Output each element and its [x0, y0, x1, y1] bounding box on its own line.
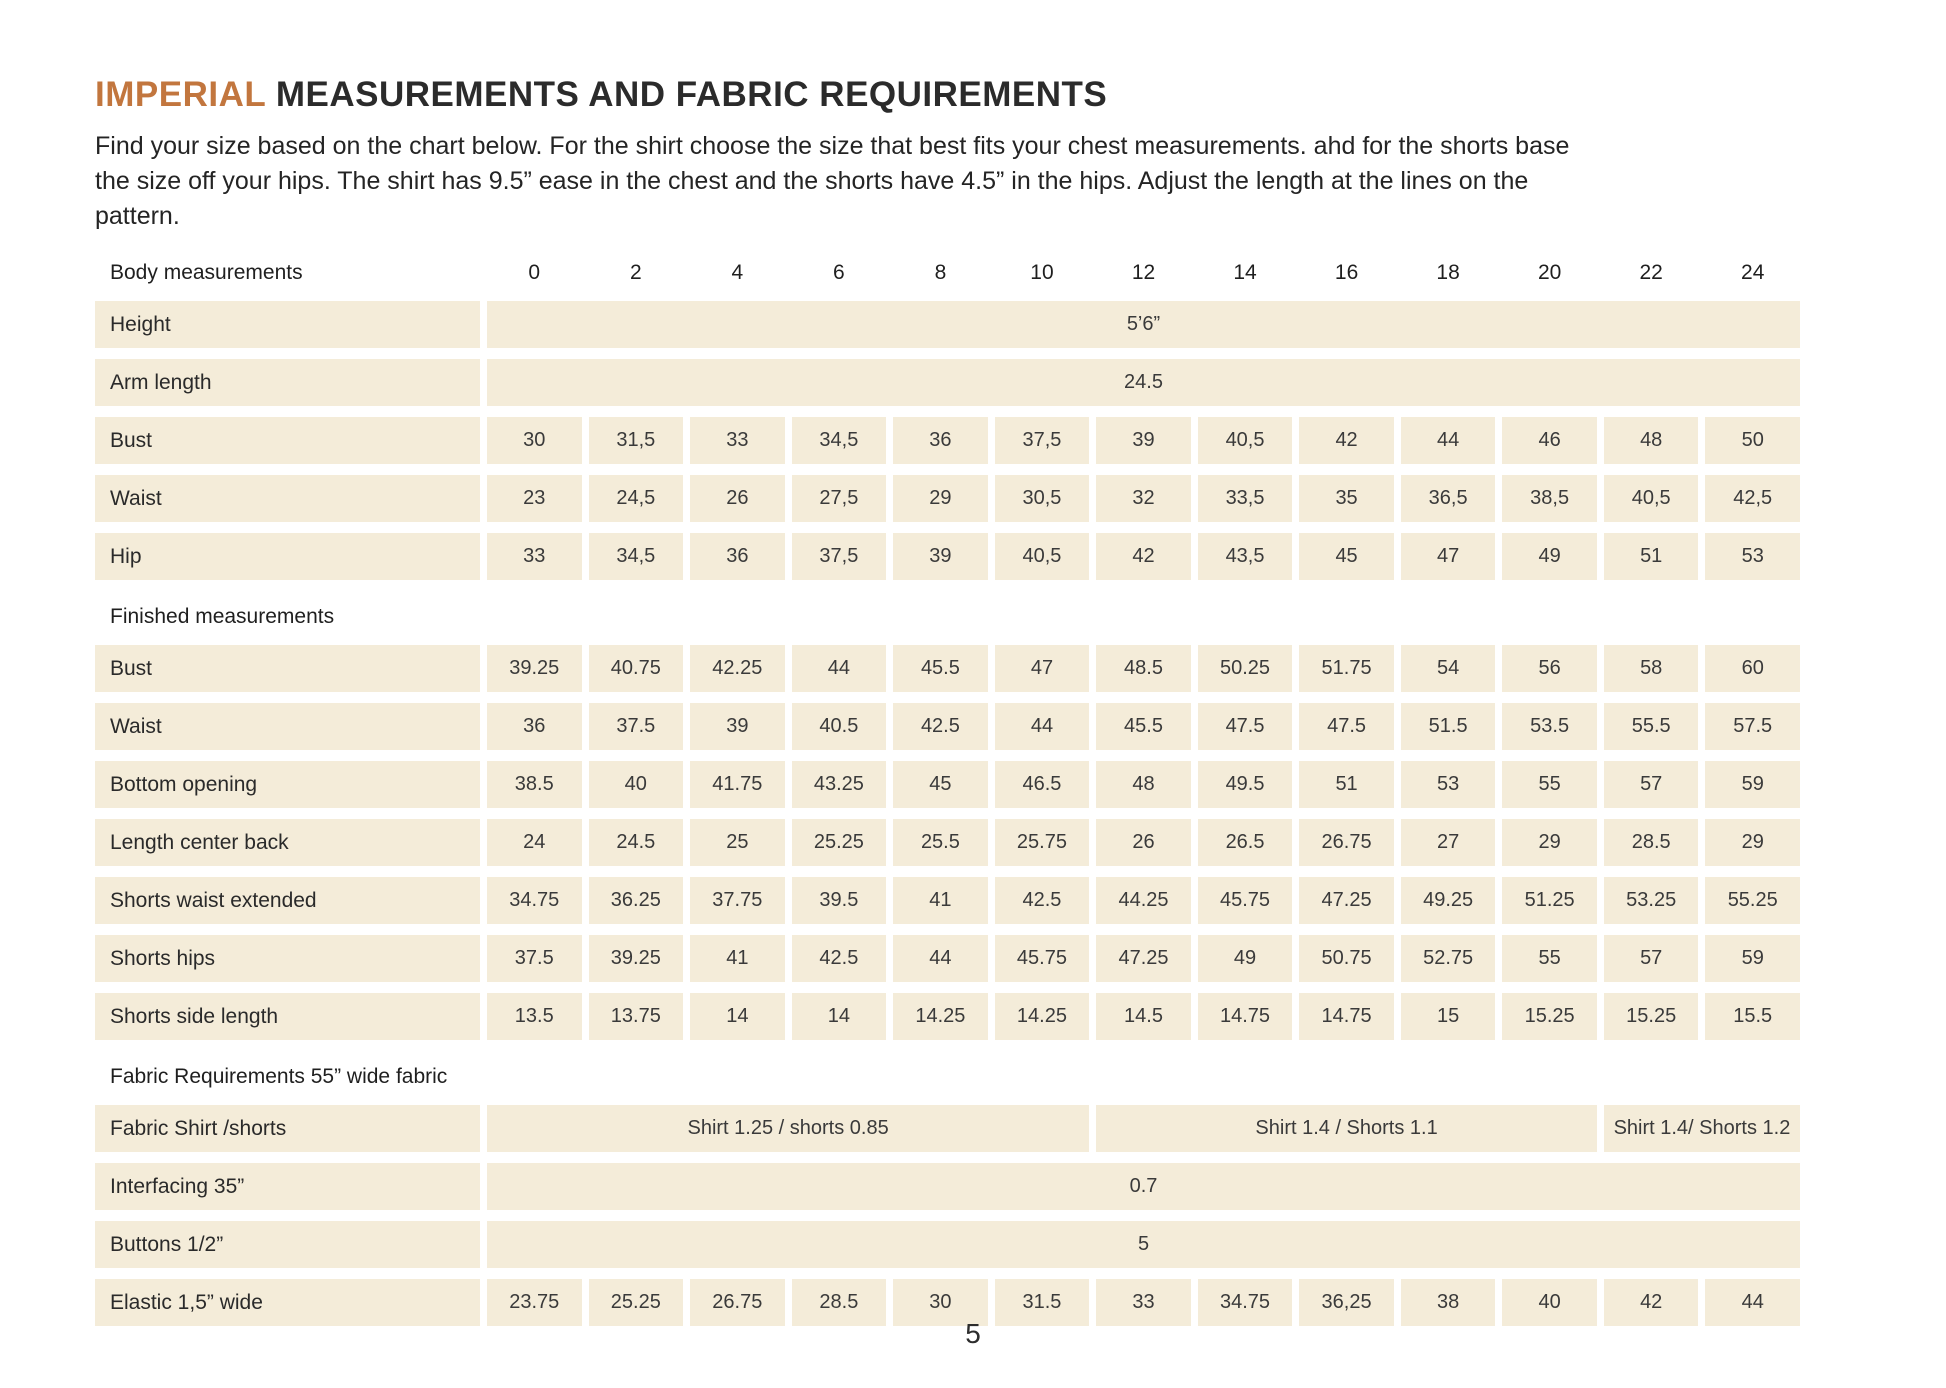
- cell-value: 25.25: [589, 1279, 684, 1326]
- cell-value: 48.5: [1096, 645, 1191, 692]
- cell-value: 24: [487, 819, 582, 866]
- cell-value: 14.25: [893, 993, 988, 1040]
- cell-value: 27,5: [792, 475, 887, 522]
- cell-value: 26.75: [690, 1279, 785, 1326]
- cell-value: 31,5: [589, 417, 684, 464]
- section-title: Finished measurements: [110, 605, 335, 628]
- table-row: [95, 935, 1800, 982]
- table-row: [95, 533, 1800, 580]
- intro-line-2: the size off your hips. The shirt has 9.5” ease in the chest and the shorts have 4.5” in the hips. Adjust the length at the lines on the: [95, 167, 1529, 195]
- cell-value: 15.25: [1502, 993, 1597, 1040]
- cell-value: 48: [1096, 761, 1191, 808]
- cell-value: 28.5: [1604, 819, 1699, 866]
- cell-value: 40: [589, 761, 684, 808]
- row-label: Buttons 1/2”: [95, 1221, 480, 1268]
- intro-line-3: pattern.: [95, 202, 180, 230]
- row-label: Hip: [95, 533, 480, 580]
- cell-value: 47.5: [1198, 703, 1293, 750]
- cell-value: 44: [893, 935, 988, 982]
- cell-value: 25.75: [995, 819, 1090, 866]
- cell-value: 47: [995, 645, 1090, 692]
- cell-value: 44: [1705, 1279, 1800, 1326]
- row-label: Waist: [95, 703, 480, 750]
- cell-value: 36: [690, 533, 785, 580]
- cell-value: 42.25: [690, 645, 785, 692]
- cell-value: 45: [1299, 533, 1394, 580]
- cell-value: 53.25: [1604, 877, 1699, 924]
- span-value: 0.7: [487, 1163, 1800, 1210]
- cell-value: 37,5: [792, 533, 887, 580]
- cell-value: 36.25: [589, 877, 684, 924]
- cell-value: 41.75: [690, 761, 785, 808]
- cell-value: 43,5: [1198, 533, 1293, 580]
- cell-value: 33,5: [1198, 475, 1293, 522]
- cell-value: 14.75: [1299, 993, 1394, 1040]
- cell-value: 26.75: [1299, 819, 1394, 866]
- cell-value: 29: [1705, 819, 1800, 866]
- cell-value: 23.75: [487, 1279, 582, 1326]
- table-header-row: [95, 254, 1800, 292]
- cell-value: 15.5: [1705, 993, 1800, 1040]
- cell-value: 42,5: [1705, 475, 1800, 522]
- cell-value: 57: [1604, 935, 1699, 982]
- cell-value: 35: [1299, 475, 1394, 522]
- cell-value: 45.5: [893, 645, 988, 692]
- cell-value: 45.5: [1096, 703, 1191, 750]
- cell-value: 60: [1705, 645, 1800, 692]
- cell-value: 37.5: [589, 703, 684, 750]
- row-label: Arm length: [95, 359, 480, 406]
- size-column-header: 10: [1030, 261, 1054, 284]
- cell-value: 34.75: [1198, 1279, 1293, 1326]
- cell-value: 44: [995, 703, 1090, 750]
- cell-value: 34.75: [487, 877, 582, 924]
- size-column-header: 2: [629, 261, 642, 284]
- cell-value: 42: [1096, 533, 1191, 580]
- table-row: [95, 1105, 1800, 1152]
- section-title: Fabric Requirements 55” wide fabric: [110, 1065, 448, 1088]
- table-row: [95, 475, 1800, 522]
- size-column-header: 22: [1639, 261, 1663, 284]
- cell-value: 36: [893, 417, 988, 464]
- cell-value: 46.5: [995, 761, 1090, 808]
- cell-value: 42: [1604, 1279, 1699, 1326]
- size-column-header: 20: [1537, 261, 1562, 284]
- cell-value: 25.5: [893, 819, 988, 866]
- cell-value: 24,5: [589, 475, 684, 522]
- cell-value: 15: [1401, 993, 1496, 1040]
- cell-value: 34,5: [589, 533, 684, 580]
- cell-value: 14.75: [1198, 993, 1293, 1040]
- cell-value: 42: [1299, 417, 1394, 464]
- row-label: Bust: [95, 417, 480, 464]
- cell-value: 49: [1502, 533, 1597, 580]
- cell-value: 38.5: [487, 761, 582, 808]
- table-row: [95, 1221, 1800, 1268]
- cell-value: 15.25: [1604, 993, 1699, 1040]
- span-value: Shirt 1.4/ Shorts 1.2: [1604, 1105, 1800, 1152]
- title-highlight: IMPERIAL: [95, 75, 266, 114]
- cell-value: 57.5: [1705, 703, 1800, 750]
- cell-value: 40,5: [995, 533, 1090, 580]
- cell-value: 55: [1502, 935, 1597, 982]
- span-value: 24.5: [487, 359, 1800, 406]
- cell-value: 40: [1502, 1279, 1597, 1326]
- span-value: 5’6”: [487, 301, 1800, 348]
- cell-value: 49: [1198, 935, 1293, 982]
- table-row: [95, 1163, 1800, 1210]
- cell-value: 30: [893, 1279, 988, 1326]
- cell-value: 51.5: [1401, 703, 1496, 750]
- size-column-header: 8: [934, 261, 947, 284]
- page-title: [95, 75, 1946, 115]
- cell-value: 29: [1502, 819, 1597, 866]
- cell-value: 40.5: [792, 703, 887, 750]
- cell-value: 34,5: [792, 417, 887, 464]
- cell-value: 50.25: [1198, 645, 1293, 692]
- cell-value: 43.25: [792, 761, 887, 808]
- title-rest: MEASUREMENTS AND FABRIC REQUIREMENTS: [265, 75, 1108, 114]
- intro-paragraph: [95, 129, 1946, 234]
- cell-value: 40,5: [1604, 475, 1699, 522]
- size-column-header: 12: [1131, 261, 1156, 284]
- cell-value: 55.25: [1705, 877, 1800, 924]
- measurements-table: [95, 254, 1800, 1326]
- cell-value: 27: [1401, 819, 1496, 866]
- size-column-header: 18: [1436, 261, 1460, 284]
- span-value: 5: [487, 1221, 1800, 1268]
- cell-value: 40,5: [1198, 417, 1293, 464]
- cell-value: 39: [893, 533, 988, 580]
- row-label: Bust: [95, 645, 480, 692]
- cell-value: 45.75: [995, 935, 1090, 982]
- cell-value: 39.5: [792, 877, 887, 924]
- cell-value: 44: [792, 645, 887, 692]
- cell-value: 52.75: [1401, 935, 1496, 982]
- row-label: Waist: [95, 475, 480, 522]
- cell-value: 53: [1705, 533, 1800, 580]
- cell-value: 38: [1401, 1279, 1496, 1326]
- cell-value: 39.25: [487, 645, 582, 692]
- size-column-header: 0: [528, 261, 541, 284]
- cell-value: 25: [690, 819, 785, 866]
- cell-value: 36,5: [1401, 475, 1496, 522]
- cell-value: 53.5: [1502, 703, 1597, 750]
- row-label: Elastic 1,5” wide: [95, 1279, 480, 1326]
- row-label: Interfacing 35”: [95, 1163, 480, 1210]
- table-row: [95, 993, 1800, 1040]
- cell-value: 14.25: [995, 993, 1090, 1040]
- size-column-header: 14: [1233, 261, 1257, 284]
- row-label: Fabric Shirt /shorts: [95, 1105, 480, 1152]
- row-label: Shorts hips: [95, 935, 480, 982]
- cell-value: 51.25: [1502, 877, 1597, 924]
- size-column-header: 6: [833, 261, 845, 284]
- cell-value: 51: [1604, 533, 1699, 580]
- table-row: [95, 761, 1800, 808]
- cell-value: 29: [893, 475, 988, 522]
- cell-value: 26.5: [1198, 819, 1293, 866]
- size-column-header: 16: [1334, 261, 1359, 284]
- row-label: Shorts side length: [95, 993, 480, 1040]
- cell-value: 45.75: [1198, 877, 1293, 924]
- cell-value: 14: [792, 993, 887, 1040]
- page-number: 5: [965, 1318, 981, 1349]
- cell-value: 47.5: [1299, 703, 1394, 750]
- cell-value: 33: [1096, 1279, 1191, 1326]
- cell-value: 58: [1604, 645, 1699, 692]
- cell-value: 13.5: [487, 993, 582, 1040]
- intro-line-1: Find your size based on the chart below. For the shirt choose the size that best fits your chest measurements. ahd for the shorts base: [95, 132, 1570, 160]
- cell-value: 49.25: [1401, 877, 1496, 924]
- cell-value: 39.25: [589, 935, 684, 982]
- cell-value: 13.75: [589, 993, 684, 1040]
- table-header-label: Body measurements: [110, 261, 303, 284]
- span-value: Shirt 1.25 / shorts 0.85: [487, 1105, 1089, 1152]
- cell-value: 31.5: [995, 1279, 1090, 1326]
- cell-value: 39: [690, 703, 785, 750]
- cell-value: 47.25: [1096, 935, 1191, 982]
- cell-value: 28.5: [792, 1279, 887, 1326]
- cell-value: 37.75: [690, 877, 785, 924]
- cell-value: 32: [1096, 475, 1191, 522]
- cell-value: 37.5: [487, 935, 582, 982]
- row-label: Height: [95, 301, 480, 348]
- cell-value: 33: [690, 417, 785, 464]
- cell-value: 14: [690, 993, 785, 1040]
- cell-value: 42.5: [792, 935, 887, 982]
- cell-value: 41: [690, 935, 785, 982]
- cell-value: 39: [1096, 417, 1191, 464]
- cell-value: 46: [1502, 417, 1597, 464]
- cell-value: 49.5: [1198, 761, 1293, 808]
- table-row: [95, 877, 1800, 924]
- cell-value: 44: [1401, 417, 1496, 464]
- cell-value: 25.25: [792, 819, 887, 866]
- table-row: [95, 645, 1800, 692]
- cell-value: 26: [1096, 819, 1191, 866]
- row-label: Shorts waist extended: [95, 877, 480, 924]
- cell-value: 40.75: [589, 645, 684, 692]
- cell-value: 36,25: [1299, 1279, 1394, 1326]
- table-row: [95, 301, 1800, 348]
- cell-value: 53: [1401, 761, 1496, 808]
- size-column-header: 4: [731, 261, 744, 284]
- cell-value: 42.5: [893, 703, 988, 750]
- cell-value: 23: [487, 475, 582, 522]
- table-row: [95, 819, 1800, 866]
- cell-value: 56: [1502, 645, 1597, 692]
- cell-value: 47: [1401, 533, 1496, 580]
- row-label: Length center back: [95, 819, 480, 866]
- table-row: [95, 417, 1800, 464]
- cell-value: 30: [487, 417, 582, 464]
- cell-value: 55.5: [1604, 703, 1699, 750]
- cell-value: 48: [1604, 417, 1699, 464]
- cell-value: 26: [690, 475, 785, 522]
- cell-value: 14.5: [1096, 993, 1191, 1040]
- cell-value: 30,5: [995, 475, 1090, 522]
- cell-value: 59: [1705, 935, 1800, 982]
- cell-value: 51: [1299, 761, 1394, 808]
- span-value: Shirt 1.4 / Shorts 1.1: [1096, 1105, 1597, 1152]
- cell-value: 54: [1401, 645, 1496, 692]
- size-column-header: 24: [1741, 261, 1765, 284]
- cell-value: 36: [487, 703, 582, 750]
- cell-value: 51.75: [1299, 645, 1394, 692]
- cell-value: 59: [1705, 761, 1800, 808]
- cell-value: 47.25: [1299, 877, 1394, 924]
- cell-value: 42.5: [995, 877, 1090, 924]
- cell-value: 38,5: [1502, 475, 1597, 522]
- row-label: Bottom opening: [95, 761, 480, 808]
- table-row: [95, 359, 1800, 406]
- cell-value: 24.5: [589, 819, 684, 866]
- cell-value: 50: [1705, 417, 1800, 464]
- cell-value: 33: [487, 533, 582, 580]
- cell-value: 57: [1604, 761, 1699, 808]
- cell-value: 41: [893, 877, 988, 924]
- cell-value: 45: [893, 761, 988, 808]
- cell-value: 55: [1502, 761, 1597, 808]
- cell-value: 50.75: [1299, 935, 1394, 982]
- table-row: [95, 703, 1800, 750]
- cell-value: 37,5: [995, 417, 1090, 464]
- cell-value: 44.25: [1096, 877, 1191, 924]
